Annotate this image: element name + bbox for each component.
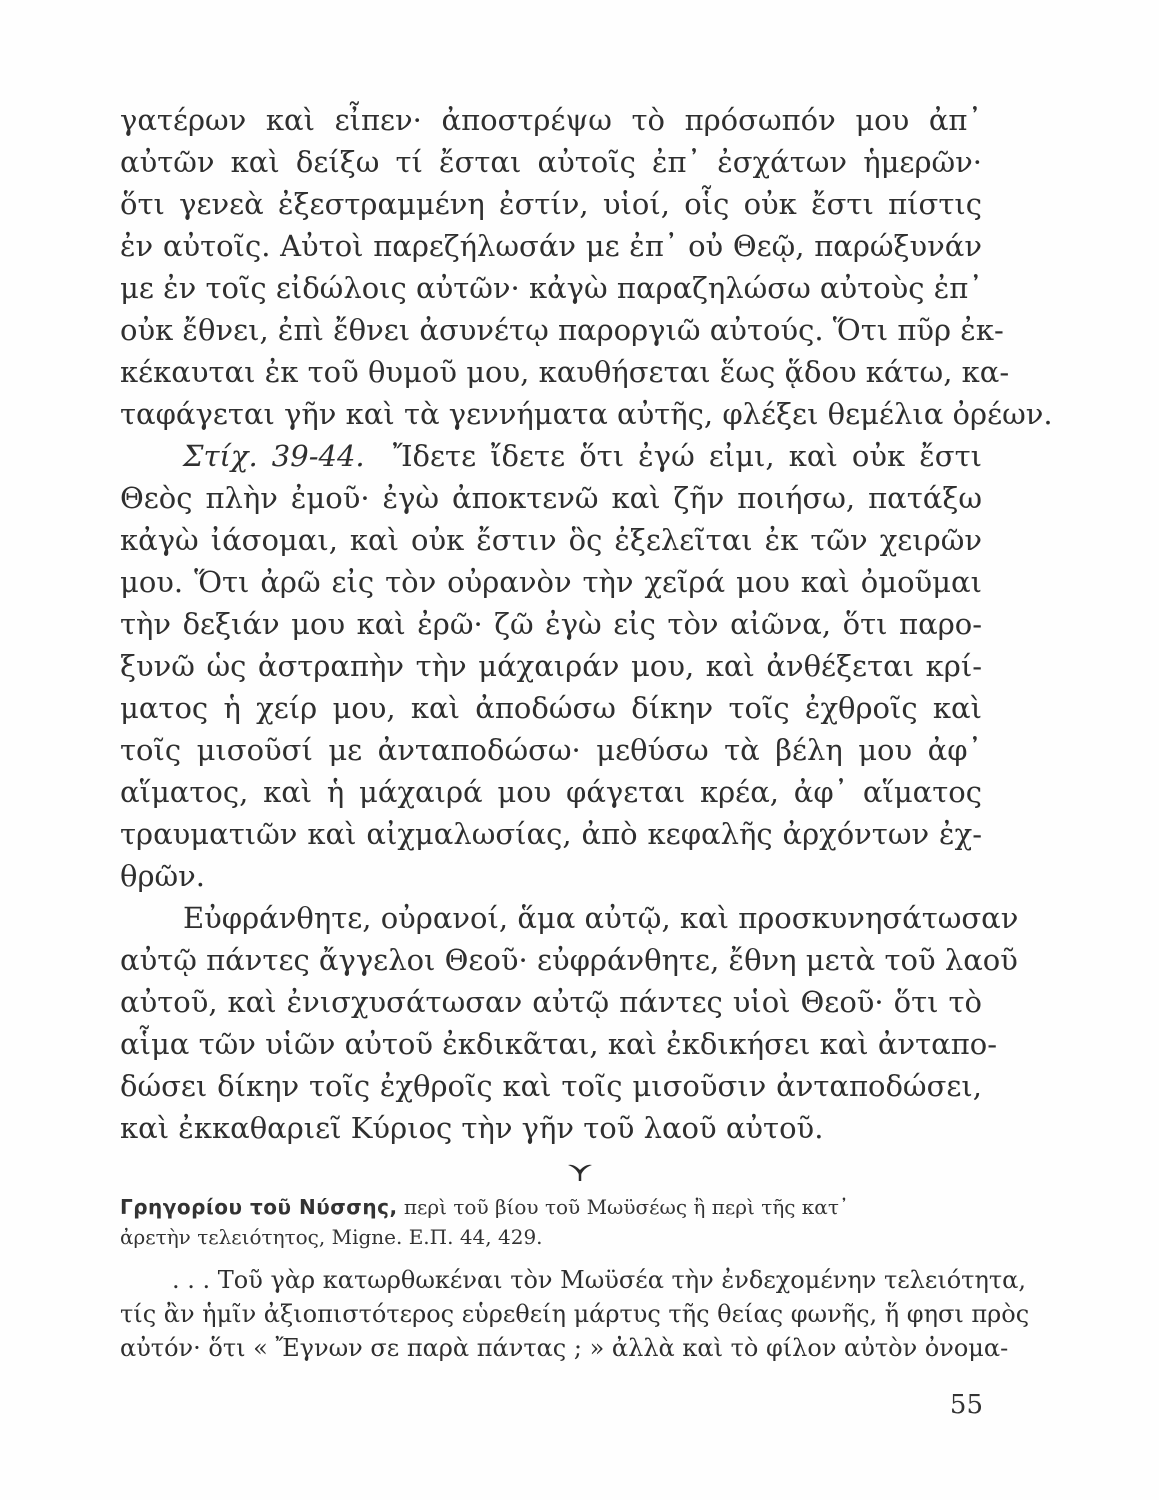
text-line: τὴν δεξιάν μου καὶ ἐρῶ· ζῶ ἐγὼ εἰς τὸν αἰῶνα, ὅτι παρο- bbox=[120, 607, 982, 641]
quote-line: . . . Τοῦ γὰρ κατωρθωκέναι τὸν Μωϋσέα τὴν ἐνδεχομένην τελειότητα, bbox=[172, 1266, 1026, 1294]
text-line: τοῖς μισοῦσί με ἀνταποδώσω· μεθύσω τὰ βέλη μου ἀφ᾽ bbox=[120, 733, 982, 767]
page-number: 55 bbox=[949, 1390, 983, 1420]
source-note-line-1 bbox=[120, 1192, 982, 1222]
source-note-line-2: ἀρετὴν τελειότητος, Migne. Ε.Π. 44, 429. bbox=[120, 1225, 543, 1249]
text-line: ταφάγεται γῆν καὶ τὰ γεννήματα αὐτῆς, φλέξει θεμέλια ὀρέων. bbox=[120, 397, 1053, 431]
text-line: ξυνῶ ὡς ἀστραπὴν τὴν μάχαιράν μου, καὶ ἀνθέξεται κρί- bbox=[120, 649, 982, 683]
text-line: μου. Ὅτι ἀρῶ εἰς τὸν οὐρανὸν τὴν χεῖρά μου καὶ ὀμοῦμαι bbox=[120, 565, 982, 599]
text-line: αὐτῷ πάντες ἄγγελοι Θεοῦ· εὐφράνθητε, ἔθνη μετὰ τοῦ λαοῦ bbox=[120, 943, 1018, 977]
verse-line bbox=[183, 436, 982, 476]
text-line: Θεὸς πλὴν ἐμοῦ· ἐγὼ ἀποκτενῶ καὶ ζῆν ποιήσω, πατάξω bbox=[120, 481, 982, 515]
text-line: ἐν αὐτοῖς. Αὐτοὶ παρεζήλωσάν με ἐπ᾽ οὐ Θεῷ, παρώξυνάν bbox=[120, 229, 982, 263]
text-line: αὐτῶν καὶ δείξω τί ἔσται αὐτοῖς ἐπ᾽ ἐσχάτων ἡμερῶν· bbox=[120, 145, 982, 179]
text-line: αἵματος, καὶ ἡ μάχαιρά μου φάγεται κρέα, ἀφ᾽ αἵματος bbox=[120, 775, 982, 809]
text-line: καὶ ἐκκαθαριεῖ Κύριος τὴν γῆν τοῦ λαοῦ αὐτοῦ. bbox=[120, 1111, 824, 1145]
source-author: Γρηγορίου τοῦ Νύσσης, bbox=[120, 1195, 398, 1219]
text-line: ὅτι γενεὰ ἐξεστραμμένη ἐστίν, υἱοί, οἷς οὐκ ἔστι πίστις bbox=[120, 187, 982, 221]
text-line: τραυματιῶν καὶ αἰχμαλωσίας, ἀπὸ κεφαλῆς ἀρχόντων ἐχ- bbox=[120, 817, 982, 851]
text-line: με ἐν τοῖς εἰδώλοις αὐτῶν· κἀγὼ παραζηλώσω αὐτοὺς ἐπ᾽ bbox=[120, 271, 983, 305]
text-line: οὐκ ἔθνει, ἐπὶ ἔθνει ἀσυνέτῳ παροργιῶ αὐτούς. Ὅτι πῦρ ἐκ- bbox=[120, 313, 1004, 347]
quote-line: τίς ἂν ἡμῖν ἀξιοπιστότερος εὑρεθείη μάρτυς τῆς θείας φωνῆς, ἥ φησι πρὸς bbox=[120, 1300, 1030, 1328]
text-line: θρῶν. bbox=[120, 859, 206, 893]
text-line: δώσει δίκην τοῖς ἐχθροῖς καὶ τοῖς μισοῦσιν ἀνταποδώσει, bbox=[120, 1069, 982, 1103]
text-line: αἷμα τῶν υἱῶν αὐτοῦ ἐκδικᾶται, καὶ ἐκδικήσει καὶ ἀνταπο- bbox=[120, 1027, 998, 1061]
fleuron-ornament-icon bbox=[560, 1145, 600, 1185]
text-line: αὐτοῦ, καὶ ἐνισχυσάτωσαν αὐτῷ πάντες υἱοὶ Θεοῦ· ὅτι τὸ bbox=[120, 985, 982, 1019]
verse-reference: Στίχ. 39-44. bbox=[183, 439, 365, 473]
text-line: κέκαυται ἐκ τοῦ θυμοῦ μου, καυθήσεται ἕως ᾅδου κάτω, κα- bbox=[120, 355, 1010, 389]
text-line: ματος ἡ χείρ μου, καὶ ἀποδώσω δίκην τοῖς ἐχθροῖς καὶ bbox=[120, 691, 982, 725]
text-line: κἀγὼ ἰάσομαι, καὶ οὐκ ἔστιν ὃς ἐξελεῖται ἐκ τῶν χειρῶν bbox=[120, 523, 982, 557]
text-line: γατέρων καὶ εἶπεν· ἀποστρέψω τὸ πρόσωπόν μου ἀπ᾽ bbox=[120, 103, 982, 137]
source-title: περὶ τοῦ βίου τοῦ Μωϋσέως ἢ περὶ τῆς κατ᾽ bbox=[403, 1195, 849, 1219]
verse-text: Ἴδετε ἴδετε ὅτι ἐγώ εἰμι, καὶ οὐκ ἔστι bbox=[392, 439, 983, 473]
text-line: Εὐφράνθητε, οὐρανοί, ἅμα αὐτῷ, καὶ προσκυνησάτωσαν bbox=[183, 901, 1019, 935]
quote-line: αὐτόν· ὅτι « Ἔγνων σε παρὰ πάντας ; » ἀλλὰ καὶ τὸ φίλον αὐτὸν ὀνομα- bbox=[120, 1334, 1009, 1362]
